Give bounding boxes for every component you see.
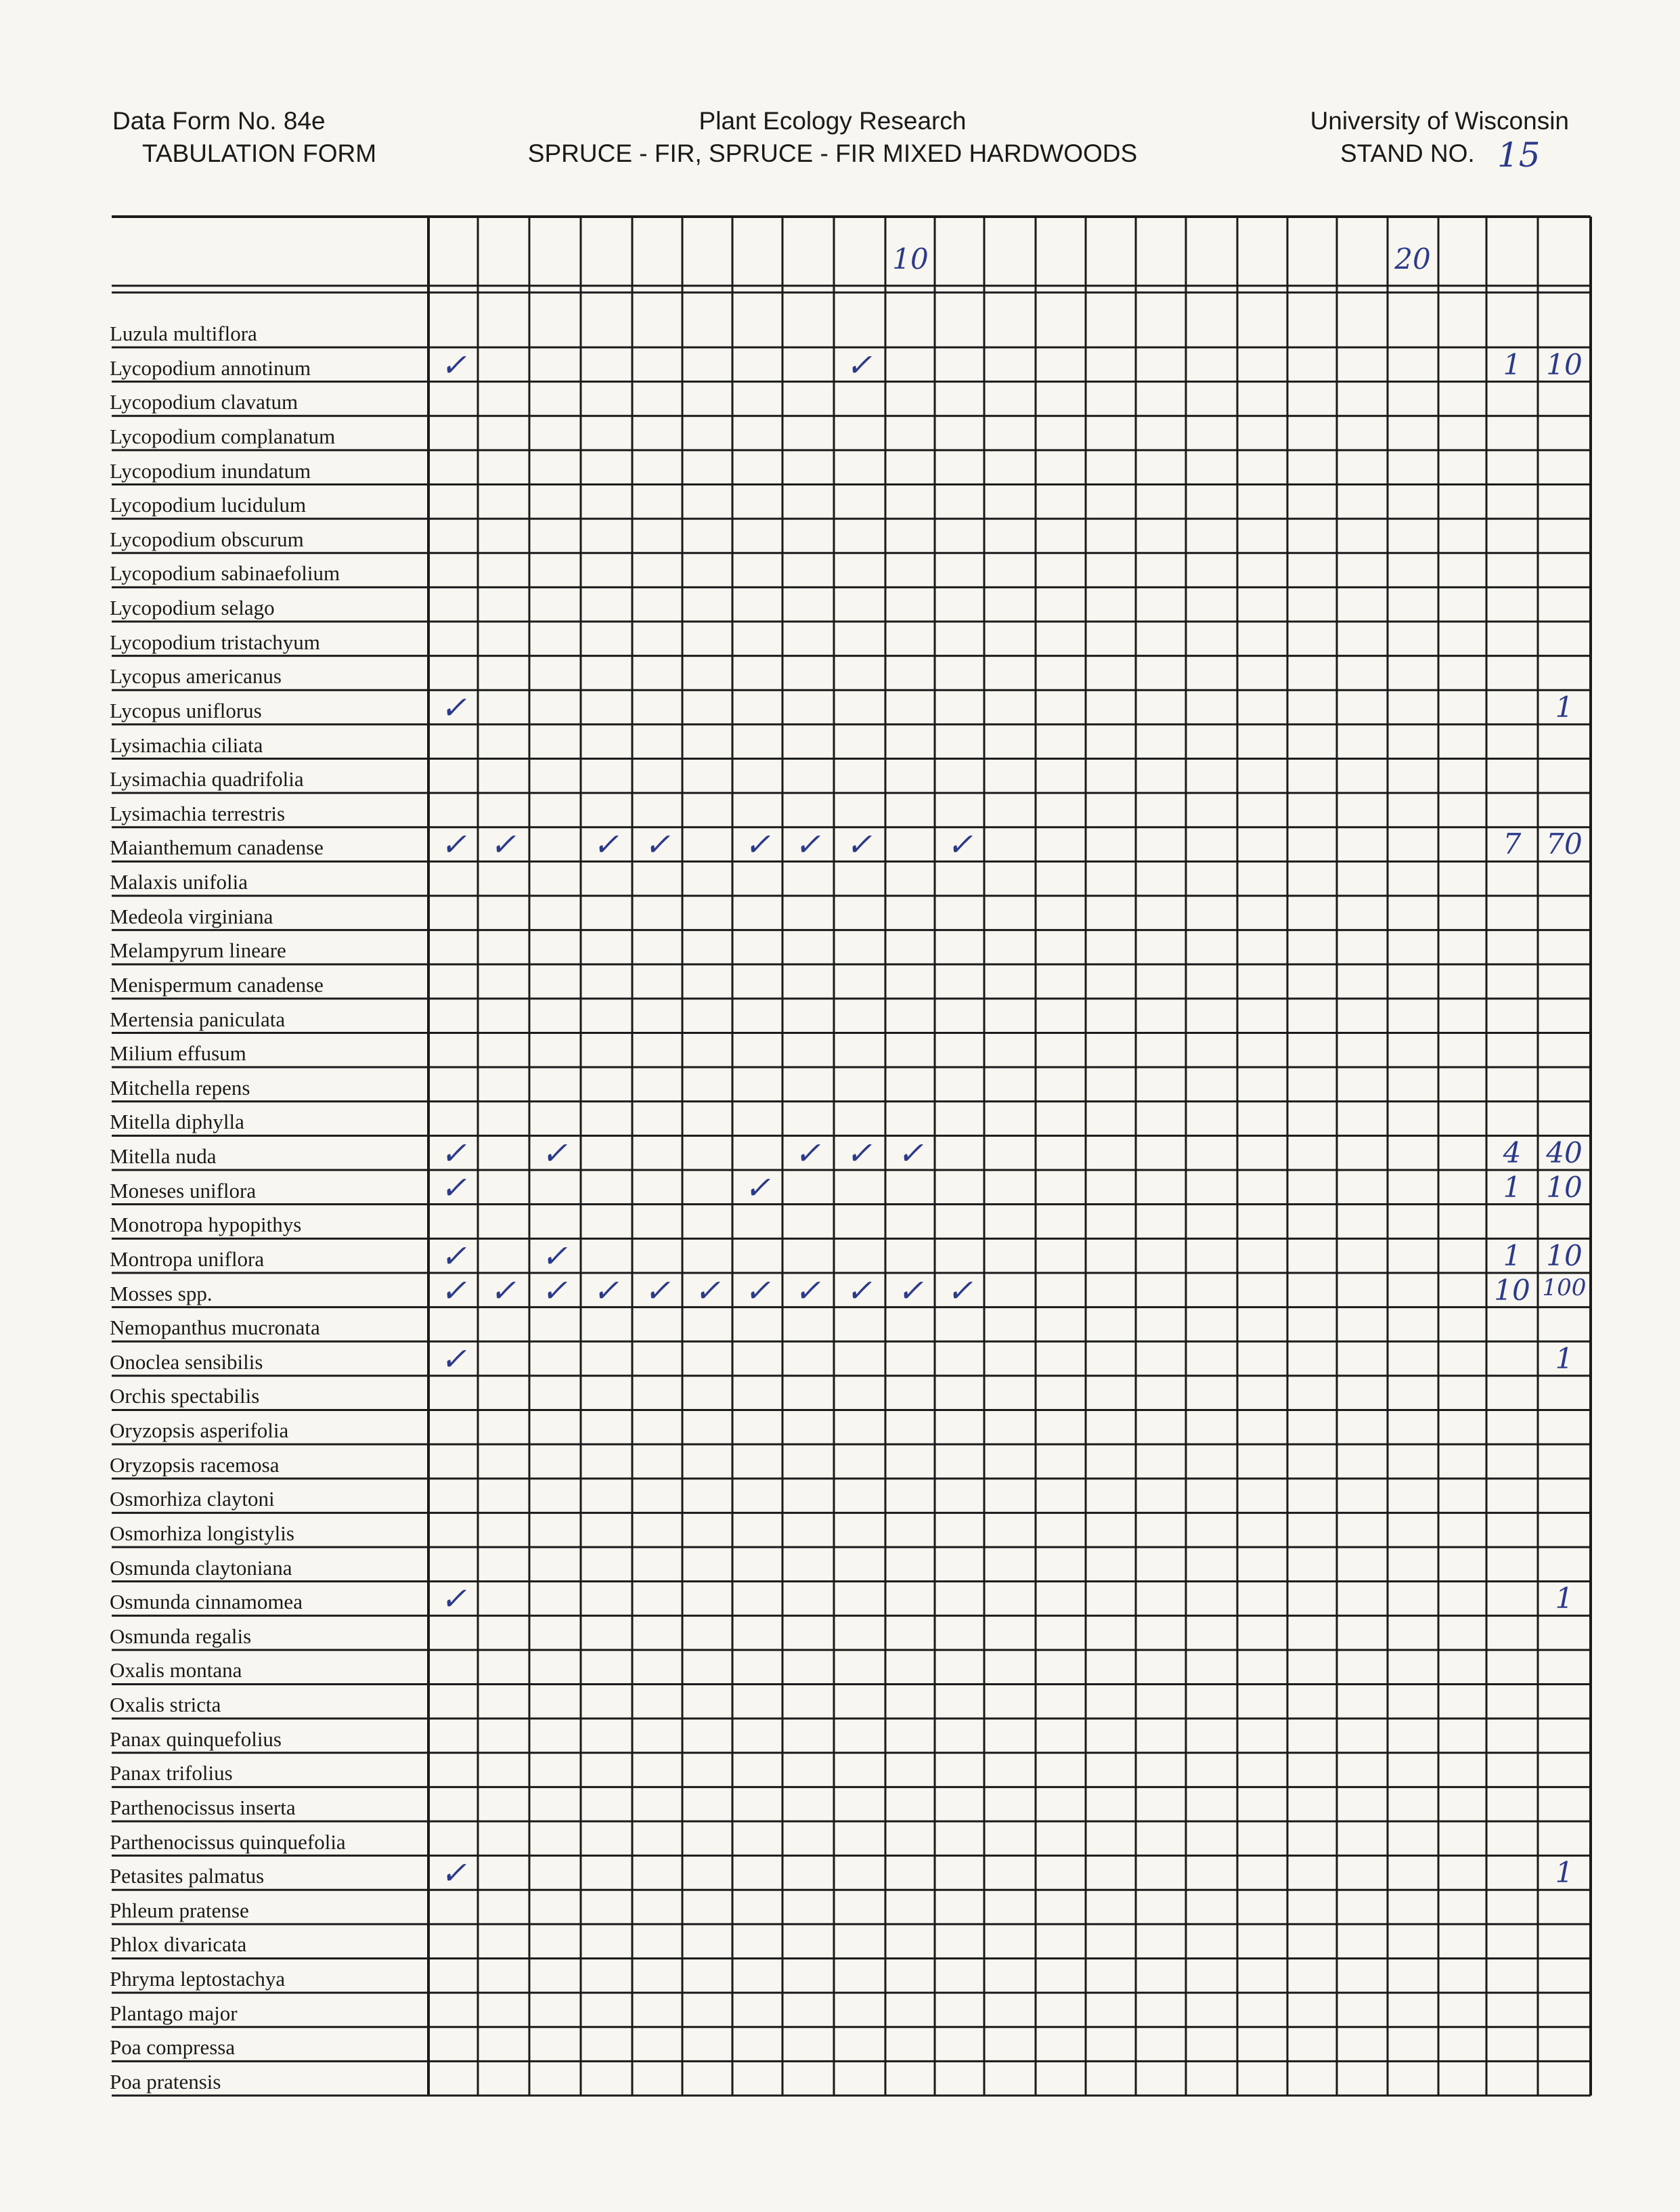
frequency-count: 4 [1503,1136,1522,1170]
species-label: Lycopodium lucidulum [110,493,307,517]
check-mark: ✓ [794,1135,821,1172]
species-label: Lycopus uniflorus [110,698,262,722]
check-mark: ✓ [541,1237,568,1274]
frequency-percent: 1 [1555,1856,1574,1890]
species-label: Oxalis stricta [110,1693,221,1717]
species-label: Lycopodium obscurum [110,527,304,551]
species-label: Petasites palmatus [110,1864,265,1888]
university-name: University of Wisconsin [1310,107,1569,135]
frequency-count: 7 [1503,827,1522,861]
species-label: Lysimachia terrestris [110,801,286,825]
column-marker: 10 [892,242,929,276]
frequency-count: 10 [1494,1273,1530,1307]
check-mark: ✓ [440,1135,467,1172]
species-label: Parthenocissus inserta [110,1795,296,1819]
check-mark: ✓ [440,346,467,383]
check-mark: ✓ [489,826,516,863]
species-label: Poa pratensis [110,2070,221,2094]
species-label: Osmorhiza longistylis [110,1521,294,1545]
species-label: Milium effusum [110,1041,246,1066]
species-label: Plantago major [110,2001,238,2025]
check-mark: ✓ [440,1580,467,1618]
species-label: Oryzopsis racemosa [110,1452,280,1477]
species-label: Mertensia paniculata [110,1007,286,1031]
check-mark: ✓ [744,1272,771,1309]
check-mark: ✓ [794,826,821,863]
column-marker: 20 [1394,242,1431,276]
species-label: Lycopodium selago [110,596,275,620]
species-label: Oxalis montana [110,1658,242,1683]
frequency-count: 1 [1503,1238,1522,1272]
species-label: Lysimachia quadrifolia [110,767,304,791]
species-label: Lysimachia ciliata [110,733,263,757]
check-mark: ✓ [592,1272,619,1309]
species-label: Osmunda cinnamomea [110,1590,303,1614]
check-mark: ✓ [694,1272,721,1309]
species-label: Lycopodium sabinaefolium [110,561,340,586]
form-number: Data Form No. 84e [112,107,326,135]
check-mark: ✓ [744,826,771,863]
stand-label: STAND NO. [1340,139,1475,167]
check-mark: ✓ [592,826,619,863]
check-mark: ✓ [794,1272,821,1309]
frequency-percent: 100 [1542,1274,1587,1301]
frequency-percent: 10 [1546,1238,1583,1272]
stand-number: 15 [1497,135,1541,175]
species-label: Menispermum canadense [110,972,324,997]
check-mark: ✓ [440,1237,467,1274]
check-mark: ✓ [440,826,467,863]
species-label: Poa compressa [110,2035,236,2060]
species-label: Mosses spp. [110,1281,213,1305]
frequency-count: 1 [1503,1170,1522,1204]
form-title: Plant Ecology Research [699,107,967,135]
species-label: Phleum pratense [110,1898,249,1922]
check-mark: ✓ [644,826,671,863]
species-label: Osmunda regalis [110,1624,252,1648]
check-mark: ✓ [541,1272,568,1309]
species-label: Melampyrum lineare [110,938,286,963]
check-mark: ✓ [897,1135,924,1172]
check-mark: ✓ [845,1135,872,1172]
species-label: Mitella diphylla [110,1110,244,1134]
species-label: Phlox divaricata [110,1932,247,1957]
check-mark: ✓ [845,346,872,383]
frequency-percent: 1 [1555,690,1574,724]
species-label: Moneses uniflora [110,1178,257,1202]
species-label: Montropa uniflora [110,1246,265,1271]
species-label: Lycopodium inundatum [110,458,311,483]
species-label: Mitella nuda [110,1144,217,1169]
check-mark: ✓ [541,1135,568,1172]
species-label: Nemopanthus mucronata [110,1316,320,1340]
check-mark: ✓ [644,1272,671,1309]
species-label: Lycopus americanus [110,664,282,689]
check-mark: ✓ [845,826,872,863]
form-type: TABULATION FORM [142,139,377,167]
species-label: Lycopodium complanatum [110,424,336,448]
species-label: Monotropa hypopithys [110,1213,302,1237]
species-label: Lycopodium annotinum [110,355,311,380]
check-mark: ✓ [440,1272,467,1309]
check-mark: ✓ [897,1272,924,1309]
frequency-percent: 40 [1546,1136,1583,1170]
species-label: Osmunda claytoniana [110,1555,292,1580]
species-label: Onoclea sensibilis [110,1349,263,1374]
species-label: Osmorhiza claytoni [110,1487,275,1511]
form-subtitle: SPRUCE - FIR, SPRUCE - FIR MIXED HARDWOODS [527,139,1138,167]
frequency-percent: 1 [1555,1582,1574,1615]
frequency-percent: 10 [1546,1170,1583,1204]
species-label: Panax quinquefolius [110,1727,282,1751]
check-mark: ✓ [489,1272,516,1309]
species-label: Panax trifolius [110,1761,233,1785]
frequency-percent: 70 [1546,827,1583,861]
frequency-percent: 10 [1546,347,1583,381]
species-label: Phryma leptostachya [110,1967,286,1991]
check-mark: ✓ [440,1169,467,1206]
check-mark: ✓ [440,1855,467,1892]
species-label: Lycopodium clavatum [110,390,299,414]
species-label: Medeola virginiana [110,904,273,928]
species-label: Malaxis unifolia [110,870,248,894]
check-mark: ✓ [440,689,467,726]
species-label: Maianthemum canadense [110,836,324,860]
check-mark: ✓ [946,826,973,863]
species-label: Parthenocissus quinquefolia [110,1829,346,1854]
species-label: Lycopodium tristachyum [110,630,320,654]
species-label: Mitchella repens [110,1075,250,1100]
species-label: Orchis spectabilis [110,1384,260,1408]
check-mark: ✓ [845,1272,872,1309]
frequency-percent: 1 [1555,1341,1574,1375]
species-label: Oryzopsis asperifolia [110,1418,289,1443]
check-mark: ✓ [744,1169,771,1206]
species-label: Luzula multiflora [110,322,257,345]
check-mark: ✓ [946,1272,973,1309]
frequency-count: 1 [1503,347,1522,381]
check-mark: ✓ [440,1340,467,1377]
